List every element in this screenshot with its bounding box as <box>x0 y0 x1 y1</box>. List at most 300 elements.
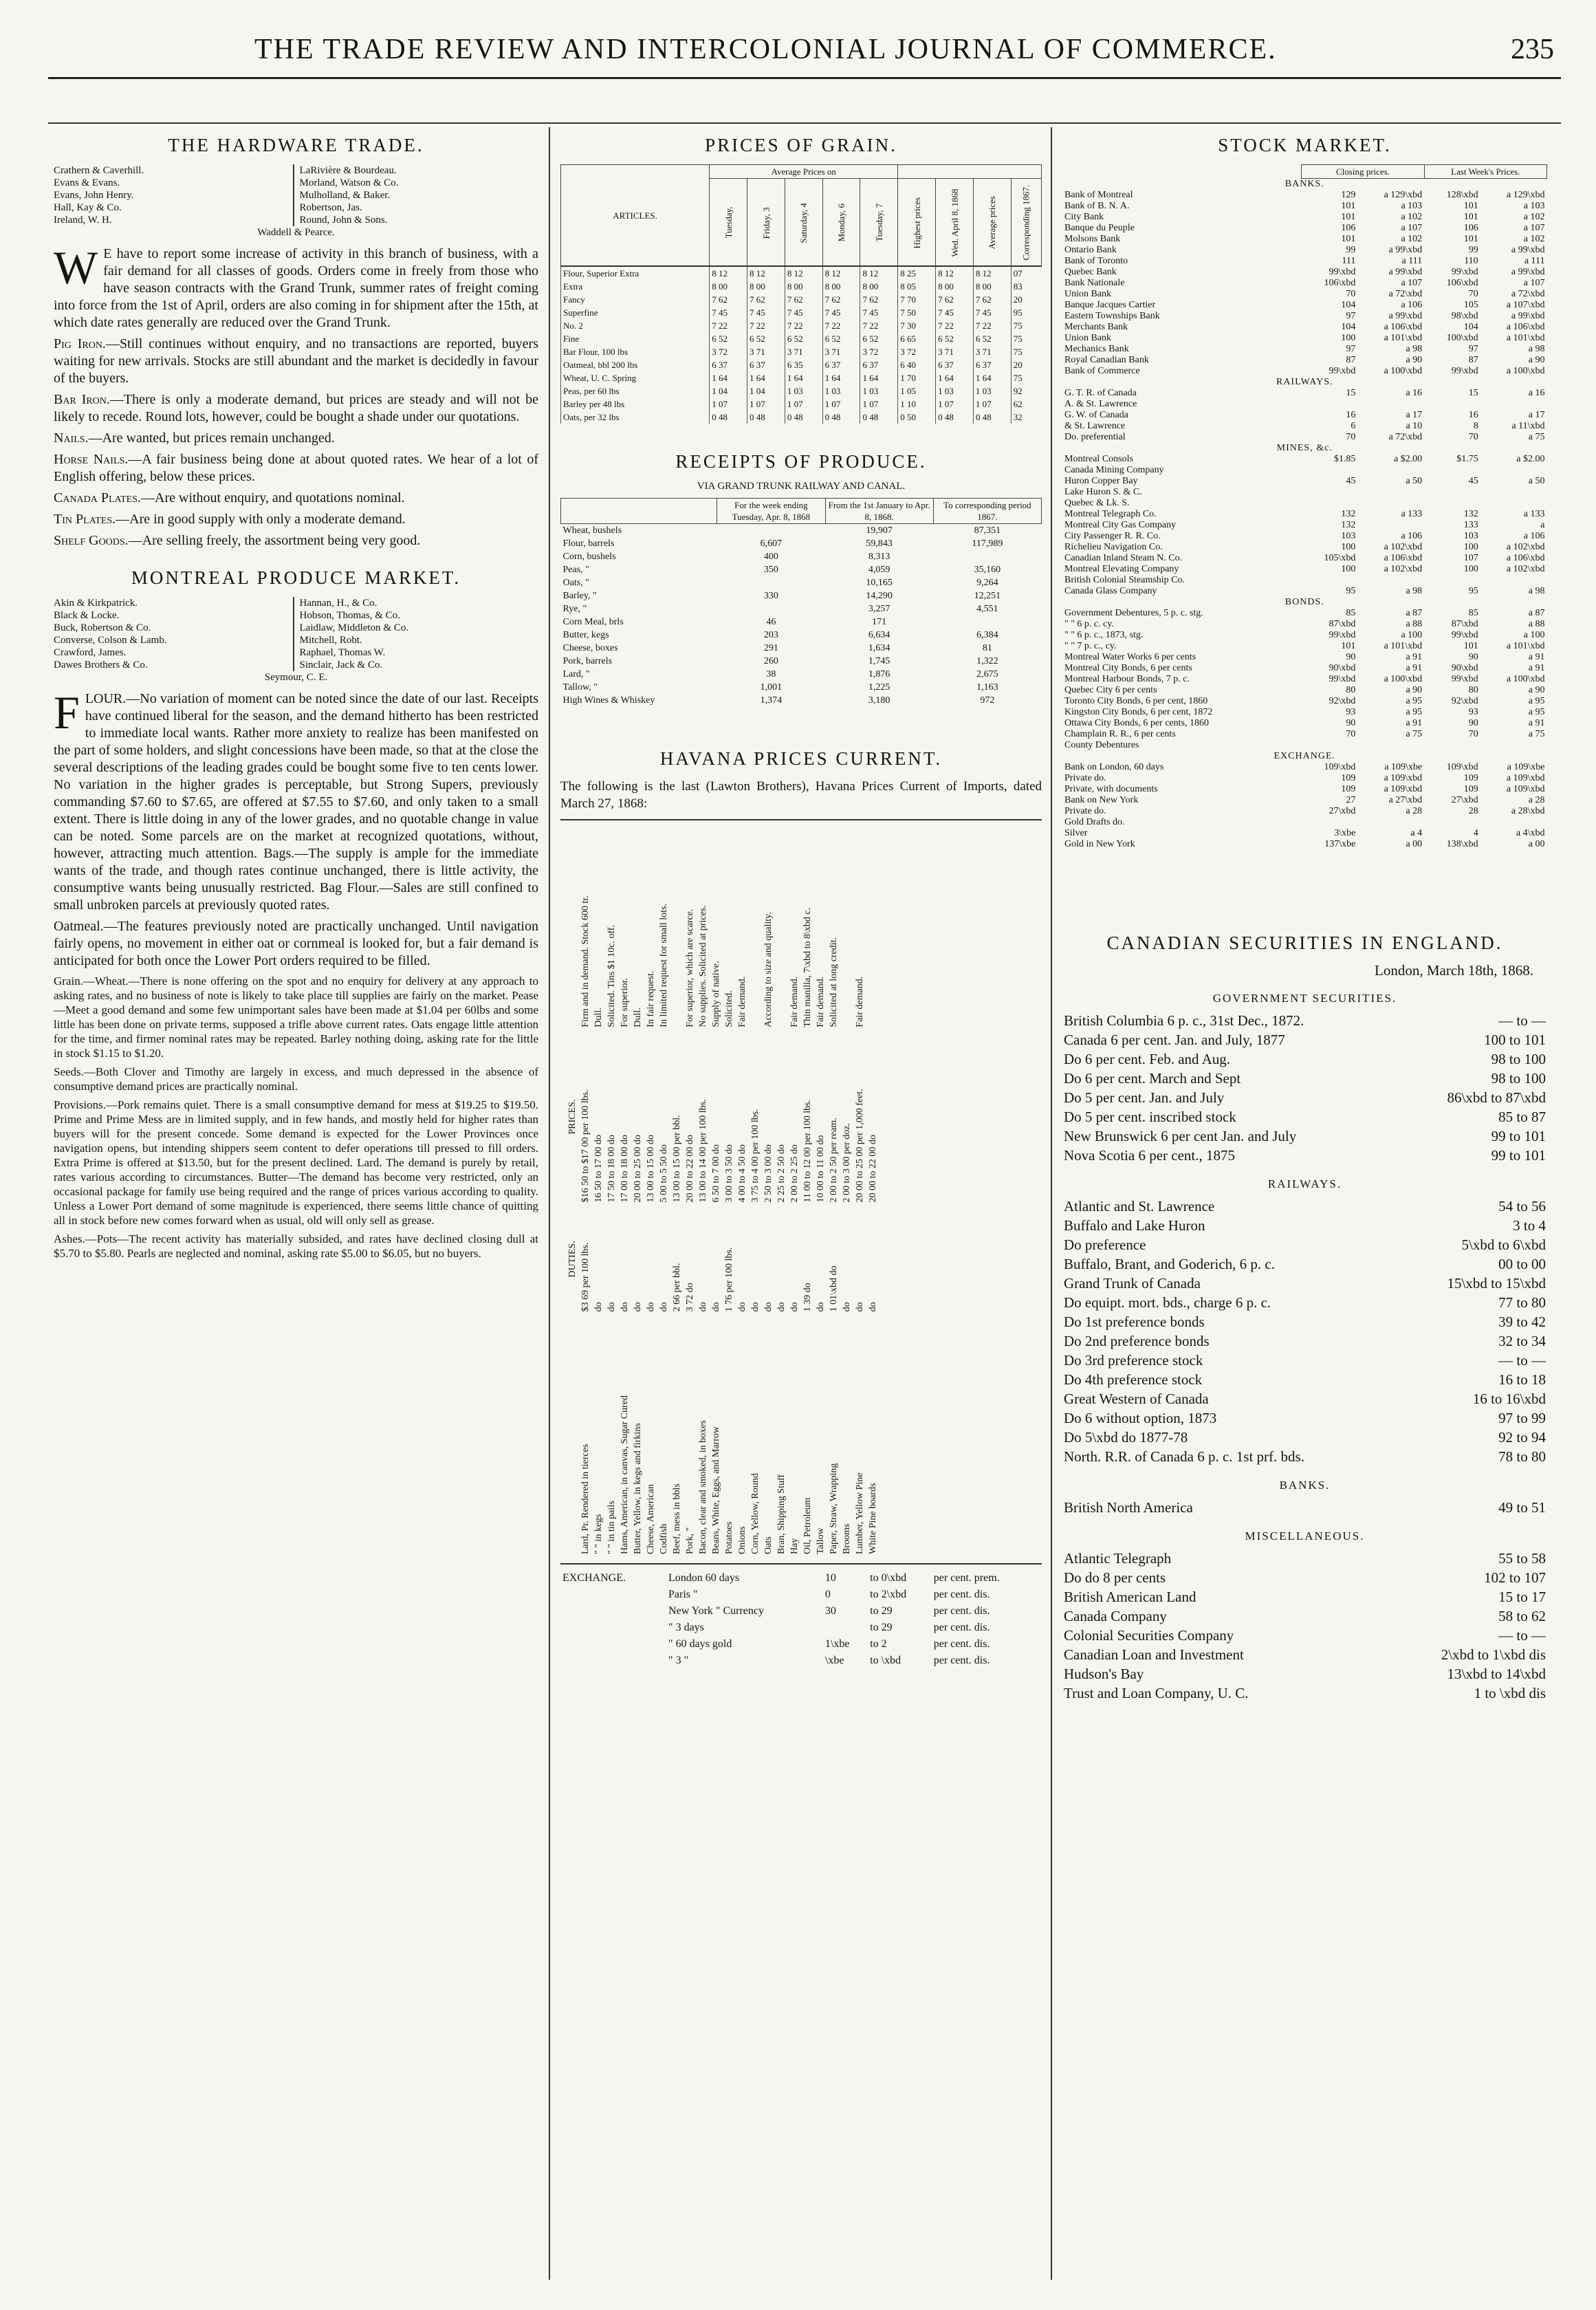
security-name: Do equipt. mort. bds., charge 6 p. c. <box>1064 1294 1271 1311</box>
stock-cell: a 102 <box>1523 234 1545 244</box>
stock-cell <box>1424 740 1480 751</box>
havana-row <box>840 827 853 1556</box>
grain-value: 6 52 <box>973 332 1011 345</box>
stock-section <box>1062 377 1547 388</box>
exchange-cell: per cent. dis. <box>933 1655 990 1666</box>
stock-cell: a 103 <box>1523 201 1545 211</box>
security-name: Great Western of Canada <box>1064 1391 1209 1407</box>
stock-cell: Bank Nationale <box>1064 278 1125 288</box>
havana-cell: do <box>711 1302 721 1312</box>
securities-section-head: BANKS. <box>1279 1479 1331 1492</box>
grain-value: 75 <box>1011 371 1041 384</box>
stock-cell: Bank of Toronto <box>1064 256 1128 266</box>
stock-row <box>1062 762 1547 773</box>
havana-cell: In limited request for small lots. <box>659 904 669 1027</box>
stock-cell: 85 <box>1468 608 1478 618</box>
stock-cell: Canada Mining Company <box>1064 465 1164 475</box>
stock-cell: Canada Glass Company <box>1064 586 1157 596</box>
exchange-cell: to 2 <box>870 1638 887 1650</box>
stock-row <box>1062 245 1547 256</box>
stock-cell: a 111 <box>1524 256 1545 266</box>
stock-row <box>1062 674 1547 685</box>
havana-cell: $3 69 per 100 lbs. <box>580 1242 591 1312</box>
grain-col-header: Average prices <box>973 179 1011 267</box>
paragraph-text: —There is only a moderate demand, but prices are steady and will not be likely to recede. Round lots, however, could be bought a shade under our quotations. <box>54 392 538 424</box>
havana-cell: do <box>698 1302 708 1312</box>
exchange-cell: per cent. dis. <box>933 1638 990 1650</box>
grain-value: 6 37 <box>936 358 974 371</box>
receipts-cell <box>933 550 1041 563</box>
dropcap: F <box>54 686 80 739</box>
stock-cell: a 129\xbd <box>1384 190 1423 200</box>
exchange-cell <box>560 1587 666 1603</box>
havana-table <box>566 827 879 1556</box>
stock-cell: a 4\xbd <box>1516 828 1545 838</box>
stock-cell: 3\xbe <box>1334 828 1356 838</box>
havana-cell: 2 00 to 2 50 per ream. <box>829 1118 839 1203</box>
havana-cell: Thin manilla, 7\xbd to 8\xbd c. <box>802 907 813 1027</box>
exchange-cell: to 0\xbd <box>870 1572 907 1584</box>
stock-cell: 6 <box>1351 421 1356 431</box>
stock-cell: Ottawa City Bonds, 6 per cents, 1860 <box>1064 718 1209 728</box>
havana-cell: 5 00 to 5 50 do <box>659 1144 669 1203</box>
stock-cell: 107 <box>1463 553 1478 563</box>
stock-row <box>1062 399 1547 410</box>
stock-cell: a $2.00 <box>1516 454 1545 464</box>
stock-cell: a 101\xbd <box>1506 333 1545 343</box>
produce-firms-sig: Seymour, C. E. <box>264 672 328 683</box>
grain-value: 8 25 <box>898 266 936 280</box>
havana-cell: Supply of native. <box>711 961 721 1027</box>
stock-cell <box>1480 575 1547 586</box>
security-price: 49 to 51 <box>1498 1499 1546 1516</box>
securities-row <box>1062 1146 1547 1165</box>
securities-row <box>1062 1049 1547 1069</box>
security-name: Buffalo and Lake Huron <box>1064 1217 1205 1234</box>
firm-name: Converse, Colson & Lamb. <box>54 635 167 646</box>
stock-cell: 99\xbd <box>1329 674 1356 684</box>
stock-row <box>1062 322 1547 333</box>
stock-cell: 110 <box>1464 256 1478 266</box>
securities-row <box>1062 1498 1547 1517</box>
grain-col-header: Friday, 3 <box>747 179 785 267</box>
security-name: Do 6 without option, 1873 <box>1064 1410 1217 1426</box>
stock-cell: 106\xbd <box>1446 278 1478 288</box>
receipts-cell: 1,634 <box>868 643 890 653</box>
havana-cell: Solicited at long credit. <box>829 937 839 1027</box>
stock-cell: 101 <box>1341 201 1356 211</box>
stock-cell <box>1424 487 1480 498</box>
stock-cell: 16 <box>1468 410 1478 420</box>
securities-section-head: MISCELLANEOUS. <box>1245 1529 1365 1543</box>
securities-row <box>1062 1684 1547 1703</box>
stock-cell: a 00 <box>1406 839 1423 849</box>
grain-title: PRICES OF GRAIN. <box>705 135 897 155</box>
securities-row <box>1062 1197 1547 1216</box>
havana-cell: No supplies. Solicited at prices. <box>698 905 708 1027</box>
stock-cell: 87 <box>1346 355 1356 365</box>
stock-cell: a 95 <box>1528 707 1545 717</box>
column-divider-1 <box>549 127 550 2280</box>
exchange-cell <box>560 1620 666 1636</box>
havana-intro: The following is the last (Lawton Brothers), Havana Prices Current of Imports, dated March 27, 1868: <box>560 779 1042 811</box>
firm-name: Hobson, Thomas, & Co. <box>299 610 400 621</box>
stock-cell: Champlain R. R., 6 per cents <box>1064 729 1176 739</box>
grain-value: 3 72 <box>860 345 898 358</box>
stock-row <box>1062 344 1547 355</box>
security-name: North. R.R. of Canada 6 p. c. 1st prf. bds. <box>1064 1448 1304 1465</box>
stock-cell: 129 <box>1341 190 1356 200</box>
stock-row <box>1062 553 1547 564</box>
security-name: Canada Company <box>1064 1608 1167 1624</box>
security-price: — to — <box>1498 1012 1546 1029</box>
stock-cell: Royal Canadian Bank <box>1064 355 1149 365</box>
stock-cell: a 101\xbd <box>1384 641 1423 651</box>
havana-row <box>631 827 644 1556</box>
stock-cell: a 102\xbd <box>1384 542 1423 552</box>
grain-value: 7 45 <box>822 306 860 319</box>
grain-value: 6 52 <box>785 332 822 345</box>
receipts-row <box>561 537 1042 550</box>
receipts-cell: 2,675 <box>976 669 998 679</box>
havana-prices-header: PRICES. <box>567 1099 578 1135</box>
stock-row <box>1062 817 1547 828</box>
security-name: British North America <box>1064 1499 1193 1516</box>
hardware-firms <box>54 164 538 226</box>
havana-cell: According to size and quality. <box>763 912 774 1027</box>
receipts-cell: 8,313 <box>868 552 890 562</box>
havana-cell: Tallow <box>816 1527 826 1554</box>
grain-value: 8 00 <box>973 280 1011 293</box>
firm-name: Crawford, James. <box>54 647 127 658</box>
stock-cell: a 4 <box>1410 828 1423 838</box>
hardware-items <box>54 336 538 549</box>
grain-value: 20 <box>1011 293 1041 306</box>
grain-value: 7 22 <box>860 319 898 332</box>
security-price: 15\xbd to 15\xbd <box>1447 1275 1546 1292</box>
stock-cell: 101 <box>1463 641 1478 651</box>
grain-article: Flour, Superior Extra <box>561 266 710 280</box>
stock-row <box>1062 355 1547 366</box>
exchange-cell: London 60 days <box>668 1572 740 1584</box>
stock-cell: a 100\xbd <box>1506 674 1545 684</box>
havana-cell: Cheese, American <box>646 1484 656 1554</box>
receipts-cell: 3,257 <box>868 604 890 614</box>
havana-cell: Lard, Pr. Rendered in tierces <box>580 1443 591 1554</box>
stock-cell: a 87 <box>1406 608 1423 618</box>
exchange-cell: to 29 <box>870 1605 893 1617</box>
securities-row <box>1062 1293 1547 1312</box>
stock-cell: Bank on London, 60 days <box>1064 762 1164 772</box>
stock-cell: Quebec & Lk. S. <box>1064 498 1130 508</box>
security-price: — to — <box>1498 1627 1546 1644</box>
paragraph-lead: Tin Plates. <box>54 512 116 527</box>
stock-cell: a 16 <box>1528 388 1545 398</box>
stock-section-name: BANKS. <box>1285 179 1324 189</box>
grain-value: 1 07 <box>936 397 974 411</box>
stock-cell: 109 <box>1463 773 1478 783</box>
securities-row <box>1062 1069 1547 1088</box>
stock-cell: " " 7 p. c., cy. <box>1064 641 1117 651</box>
stock-cell <box>1424 498 1480 509</box>
stock-cell: Toronto City Bonds, 6 per cent, 1860 <box>1064 696 1208 706</box>
havana-cell: 13 00 to 15 00 do <box>646 1135 656 1203</box>
stock-cell: 45 <box>1346 476 1356 486</box>
security-name: Grand Trunk of Canada <box>1064 1275 1201 1292</box>
stock-cell: 101 <box>1463 212 1478 222</box>
securities-row <box>1062 1235 1547 1254</box>
havana-cell: Paper, Straw, Wrapping <box>829 1463 839 1554</box>
grain-value: 7 22 <box>747 319 785 332</box>
stock-cell: a 91 <box>1528 663 1545 673</box>
stock-cell: 15 <box>1346 388 1356 398</box>
exchange-cell: New York " Currency <box>668 1605 764 1617</box>
exchange-cell: " 60 days gold <box>668 1638 732 1650</box>
stock-cell: a 133 <box>1523 509 1545 519</box>
stock-cell <box>1357 465 1424 476</box>
grain-row <box>561 384 1042 397</box>
stock-last-header: Last Week's Prices. <box>1424 165 1546 179</box>
stock-cell: 100 <box>1463 542 1478 552</box>
paragraph-lead: Canada Plates. <box>54 490 142 505</box>
grain-value: 6 35 <box>785 358 822 371</box>
stock-row <box>1062 498 1547 509</box>
stock-cell: Lake Huron S. & C. <box>1064 487 1142 497</box>
security-price: 16 to 16\xbd <box>1472 1391 1546 1407</box>
grain-value: 7 22 <box>822 319 860 332</box>
receipts-cell: 1,225 <box>868 682 890 693</box>
security-price: 100 to 101 <box>1484 1032 1546 1048</box>
security-price: 102 to 107 <box>1484 1569 1546 1586</box>
stock-cell: 132 <box>1341 520 1356 530</box>
firm-name: Evans & Evans. <box>54 177 120 188</box>
stock-cell: 80 <box>1468 685 1478 695</box>
stock-cell: 15 <box>1468 388 1478 398</box>
havana-cell <box>749 827 762 1029</box>
stock-cell: 97 <box>1346 311 1356 321</box>
firm-name: LaRivière & Bourdeau. <box>299 165 397 176</box>
stock-section-name: MINES, &c. <box>1276 443 1333 453</box>
stock-cell <box>1302 487 1358 498</box>
stock-cell: $1.75 <box>1456 454 1478 464</box>
securities-row <box>1062 1030 1547 1049</box>
stock-cell: a 102\xbd <box>1506 564 1545 574</box>
stock-cell: a 109\xbe <box>1507 762 1545 772</box>
stock-cell <box>1357 520 1424 531</box>
havana-cell: Corn, Yellow, Round <box>750 1473 761 1554</box>
grain-row <box>561 332 1042 345</box>
stock-row <box>1062 520 1547 531</box>
havana-cell: For superior. <box>620 978 630 1027</box>
security-price: 55 to 58 <box>1498 1550 1546 1567</box>
grain-value: 7 62 <box>710 293 747 306</box>
exchange-cell <box>560 1653 666 1669</box>
grain-value: 7 22 <box>710 319 747 332</box>
firm-name: Buck, Robertson & Co. <box>54 622 151 633</box>
havana-cell: Brooms <box>842 1523 852 1554</box>
stock-row <box>1062 652 1547 663</box>
receipts-cell: 81 <box>982 643 992 653</box>
stock-cell: 101 <box>1463 201 1478 211</box>
security-price: 99 to 101 <box>1491 1128 1546 1144</box>
havana-cell: 3 00 to 3 50 do <box>724 1144 734 1203</box>
grain-value: 3 71 <box>822 345 860 358</box>
havana-cell: 3 72 do <box>685 1283 695 1312</box>
receipts-col-header: From the 1st January to Apr. 8, 1868. <box>825 499 933 524</box>
stock-cell: a 28 <box>1406 806 1423 816</box>
receipts-row <box>561 615 1042 629</box>
stock-cell: a 102\xbd <box>1384 564 1423 574</box>
grain-value: 3 71 <box>747 345 785 358</box>
stock-row <box>1062 531 1547 542</box>
havana-cell: 2 25 to 2 50 do <box>776 1144 787 1203</box>
stock-cell: 132 <box>1341 509 1356 519</box>
stock-row <box>1062 630 1547 641</box>
stock-row <box>1062 839 1547 850</box>
securities-row <box>1062 1088 1547 1107</box>
stock-cell: Bank on New York <box>1064 795 1139 805</box>
stock-row <box>1062 465 1547 476</box>
firm-name: Raphael, Thomas W. <box>299 647 386 658</box>
stock-cell <box>1357 817 1424 828</box>
security-price: 39 to 42 <box>1498 1314 1546 1330</box>
havana-cell: Beef, mess in bbls <box>672 1483 682 1554</box>
stock-cell <box>1480 399 1547 410</box>
havana-cell: do <box>659 1302 669 1312</box>
grain-value: 1 05 <box>898 384 936 397</box>
security-name: Do 6 per cent. Feb. and Aug. <box>1064 1051 1231 1067</box>
stock-cell: a 100\xbd <box>1384 366 1423 376</box>
receipts-row <box>561 524 1042 538</box>
stock-cell: British Colonial Steamship Co. <box>1064 575 1185 585</box>
stock-cell: 27 <box>1346 795 1356 805</box>
stock-row <box>1062 201 1547 212</box>
stock-cell: 70 <box>1346 729 1356 739</box>
security-name: New Brunswick 6 per cent Jan. and July <box>1064 1128 1297 1144</box>
paragraph-text: —Are without enquiry, and quotations nominal. <box>141 490 405 505</box>
produce-firms-left <box>54 597 293 671</box>
paragraph-text: —Are wanted, but prices remain unchanged. <box>88 431 335 446</box>
receipts-cell: 117,989 <box>972 538 1003 549</box>
security-price: 92 to 94 <box>1498 1429 1546 1446</box>
havana-cell: 1 76 per 100 lbs. <box>724 1247 734 1312</box>
column-left <box>54 131 538 2276</box>
stock-cell: a 106\xbd <box>1506 322 1545 332</box>
havana-cell: 13 00 to 15 00 per bbl. <box>672 1115 682 1203</box>
securities-row <box>1062 1312 1547 1331</box>
stock-cell: a 72\xbd <box>1388 432 1423 442</box>
receipts-cell: 14,290 <box>866 591 893 601</box>
security-name: Do 5\xbd do 1877-78 <box>1064 1429 1188 1446</box>
stock-cell: a 102 <box>1401 212 1423 222</box>
stock-cell: 101 <box>1463 234 1478 244</box>
security-name: Atlantic Telegraph <box>1064 1550 1172 1567</box>
securities-row <box>1062 1447 1547 1466</box>
stock-cell: 105\xbd <box>1324 553 1356 563</box>
receipts-cell <box>717 576 825 589</box>
havana-cell: do <box>646 1302 656 1312</box>
stock-cell: 85 <box>1346 608 1356 618</box>
stock-cell: 99\xbd <box>1329 267 1356 277</box>
stock-row <box>1062 564 1547 575</box>
grain-value: 3 72 <box>898 345 936 358</box>
receipts-cell <box>717 524 825 538</box>
stock-cell <box>1302 817 1358 828</box>
grain-value: 1 03 <box>822 384 860 397</box>
havana-cell: Bacon, clear and smoked, in boxes <box>698 1420 708 1554</box>
stock-cell: 90 <box>1346 652 1356 662</box>
grain-value: 6 52 <box>822 332 860 345</box>
grain-row <box>561 345 1042 358</box>
receipts-cell: 59,843 <box>866 538 893 549</box>
paragraph-text: —Still continues without enquiry, and no transactions are reported, buyers waiting for new arrivals. Stocks are still abundant and the market is decidedly in favour of the buyers. <box>54 336 538 386</box>
havana-cell: 10 00 to 11 00 do <box>816 1135 826 1203</box>
stock-cell: 4 <box>1473 828 1478 838</box>
exchange-cell: per cent. dis. <box>933 1622 990 1633</box>
grain-value: 6 37 <box>710 358 747 371</box>
exchange-cell: to \xbd <box>870 1655 901 1666</box>
grain-value: 7 62 <box>936 293 974 306</box>
stock-cell: 28 <box>1468 806 1478 816</box>
receipts-col-header: For the week ending Tuesday, Apr. 8, 1868 <box>717 499 825 524</box>
havana-cell: do <box>789 1302 800 1312</box>
firm-name: Dawes Brothers & Co. <box>54 660 148 671</box>
grain-value: 8 05 <box>898 280 936 293</box>
stock-cell: a 107 <box>1401 223 1423 233</box>
stock-cell: a 91 <box>1528 652 1545 662</box>
stock-cell: 93 <box>1346 707 1356 717</box>
stock-cell: Montreal Consols <box>1064 454 1133 464</box>
security-name: Colonial Securities Company <box>1064 1627 1234 1644</box>
stock-cell <box>1357 399 1424 410</box>
stock-cell <box>1480 465 1547 476</box>
produce-paragraph: Provisions.—Pork remains quiet. There is a small consumptive demand for mess at $19.25 to $19.50. Prime and Prime Mess are in limited supply, and in few hands, and mostly held for higher rates than buyers will for the present concede. Some demand is expected for the Lower Provinces once navigation opens, but intending shippers seem content to defer operations till pressed to fill orders. Extra Prime is offered at $13.50, but for the present declined. Lard. The demand is purely by retail, rates various according to circumstances. Butter—The demand has become very restricted, only an occasional package for family use being required and the range of prices various according to quality. Unless a Lower Port demand of some magnitude is experienced, there seems little chance of quitting all in stock before new comes forward when as usual, old will only sell as grease. <box>54 1098 538 1227</box>
stock-section <box>1062 179 1547 190</box>
grain-value: 6 52 <box>747 332 785 345</box>
stock-cell: 99\xbd <box>1329 366 1356 376</box>
havana-cell: do <box>776 1302 787 1312</box>
security-price: 78 to 80 <box>1498 1448 1546 1465</box>
grain-value: 3 72 <box>710 345 747 358</box>
securities-row <box>1062 1331 1547 1351</box>
stock-cell: a 95 <box>1406 696 1423 706</box>
havana-cell: 20 00 to 22 00 do <box>868 1135 878 1203</box>
stock-cell: 99\xbd <box>1451 674 1478 684</box>
securities-table <box>1062 1197 1547 1466</box>
stock-cell: a 109\xbd <box>1384 773 1423 783</box>
stock-row <box>1062 432 1547 443</box>
stock-cell: a 106\xbd <box>1384 322 1423 332</box>
securities-row <box>1062 1408 1547 1428</box>
grain-row <box>561 280 1042 293</box>
grain-value: 0 48 <box>860 411 898 424</box>
security-name: Trust and Loan Company, U. C. <box>1064 1685 1249 1701</box>
security-name: Do 4th preference stock <box>1064 1371 1203 1388</box>
securities-row <box>1062 1587 1547 1606</box>
grain-article: Barley per 48 lbs <box>561 397 710 411</box>
stock-cell: a 101\xbd <box>1384 333 1423 343</box>
exchange-row <box>560 1587 1042 1603</box>
grain-value: 1 03 <box>936 384 974 397</box>
stock-cell: Molsons Bank <box>1064 234 1121 244</box>
grain-value: 8 00 <box>860 280 898 293</box>
securities-row <box>1062 1274 1547 1293</box>
receipts-cell: 10,165 <box>866 578 893 588</box>
receipts-cell: 3,180 <box>868 695 890 706</box>
havana-row <box>579 827 592 1556</box>
grain-article: Fine <box>561 332 710 345</box>
firm-name: Crathern & Caverhill. <box>54 165 144 176</box>
